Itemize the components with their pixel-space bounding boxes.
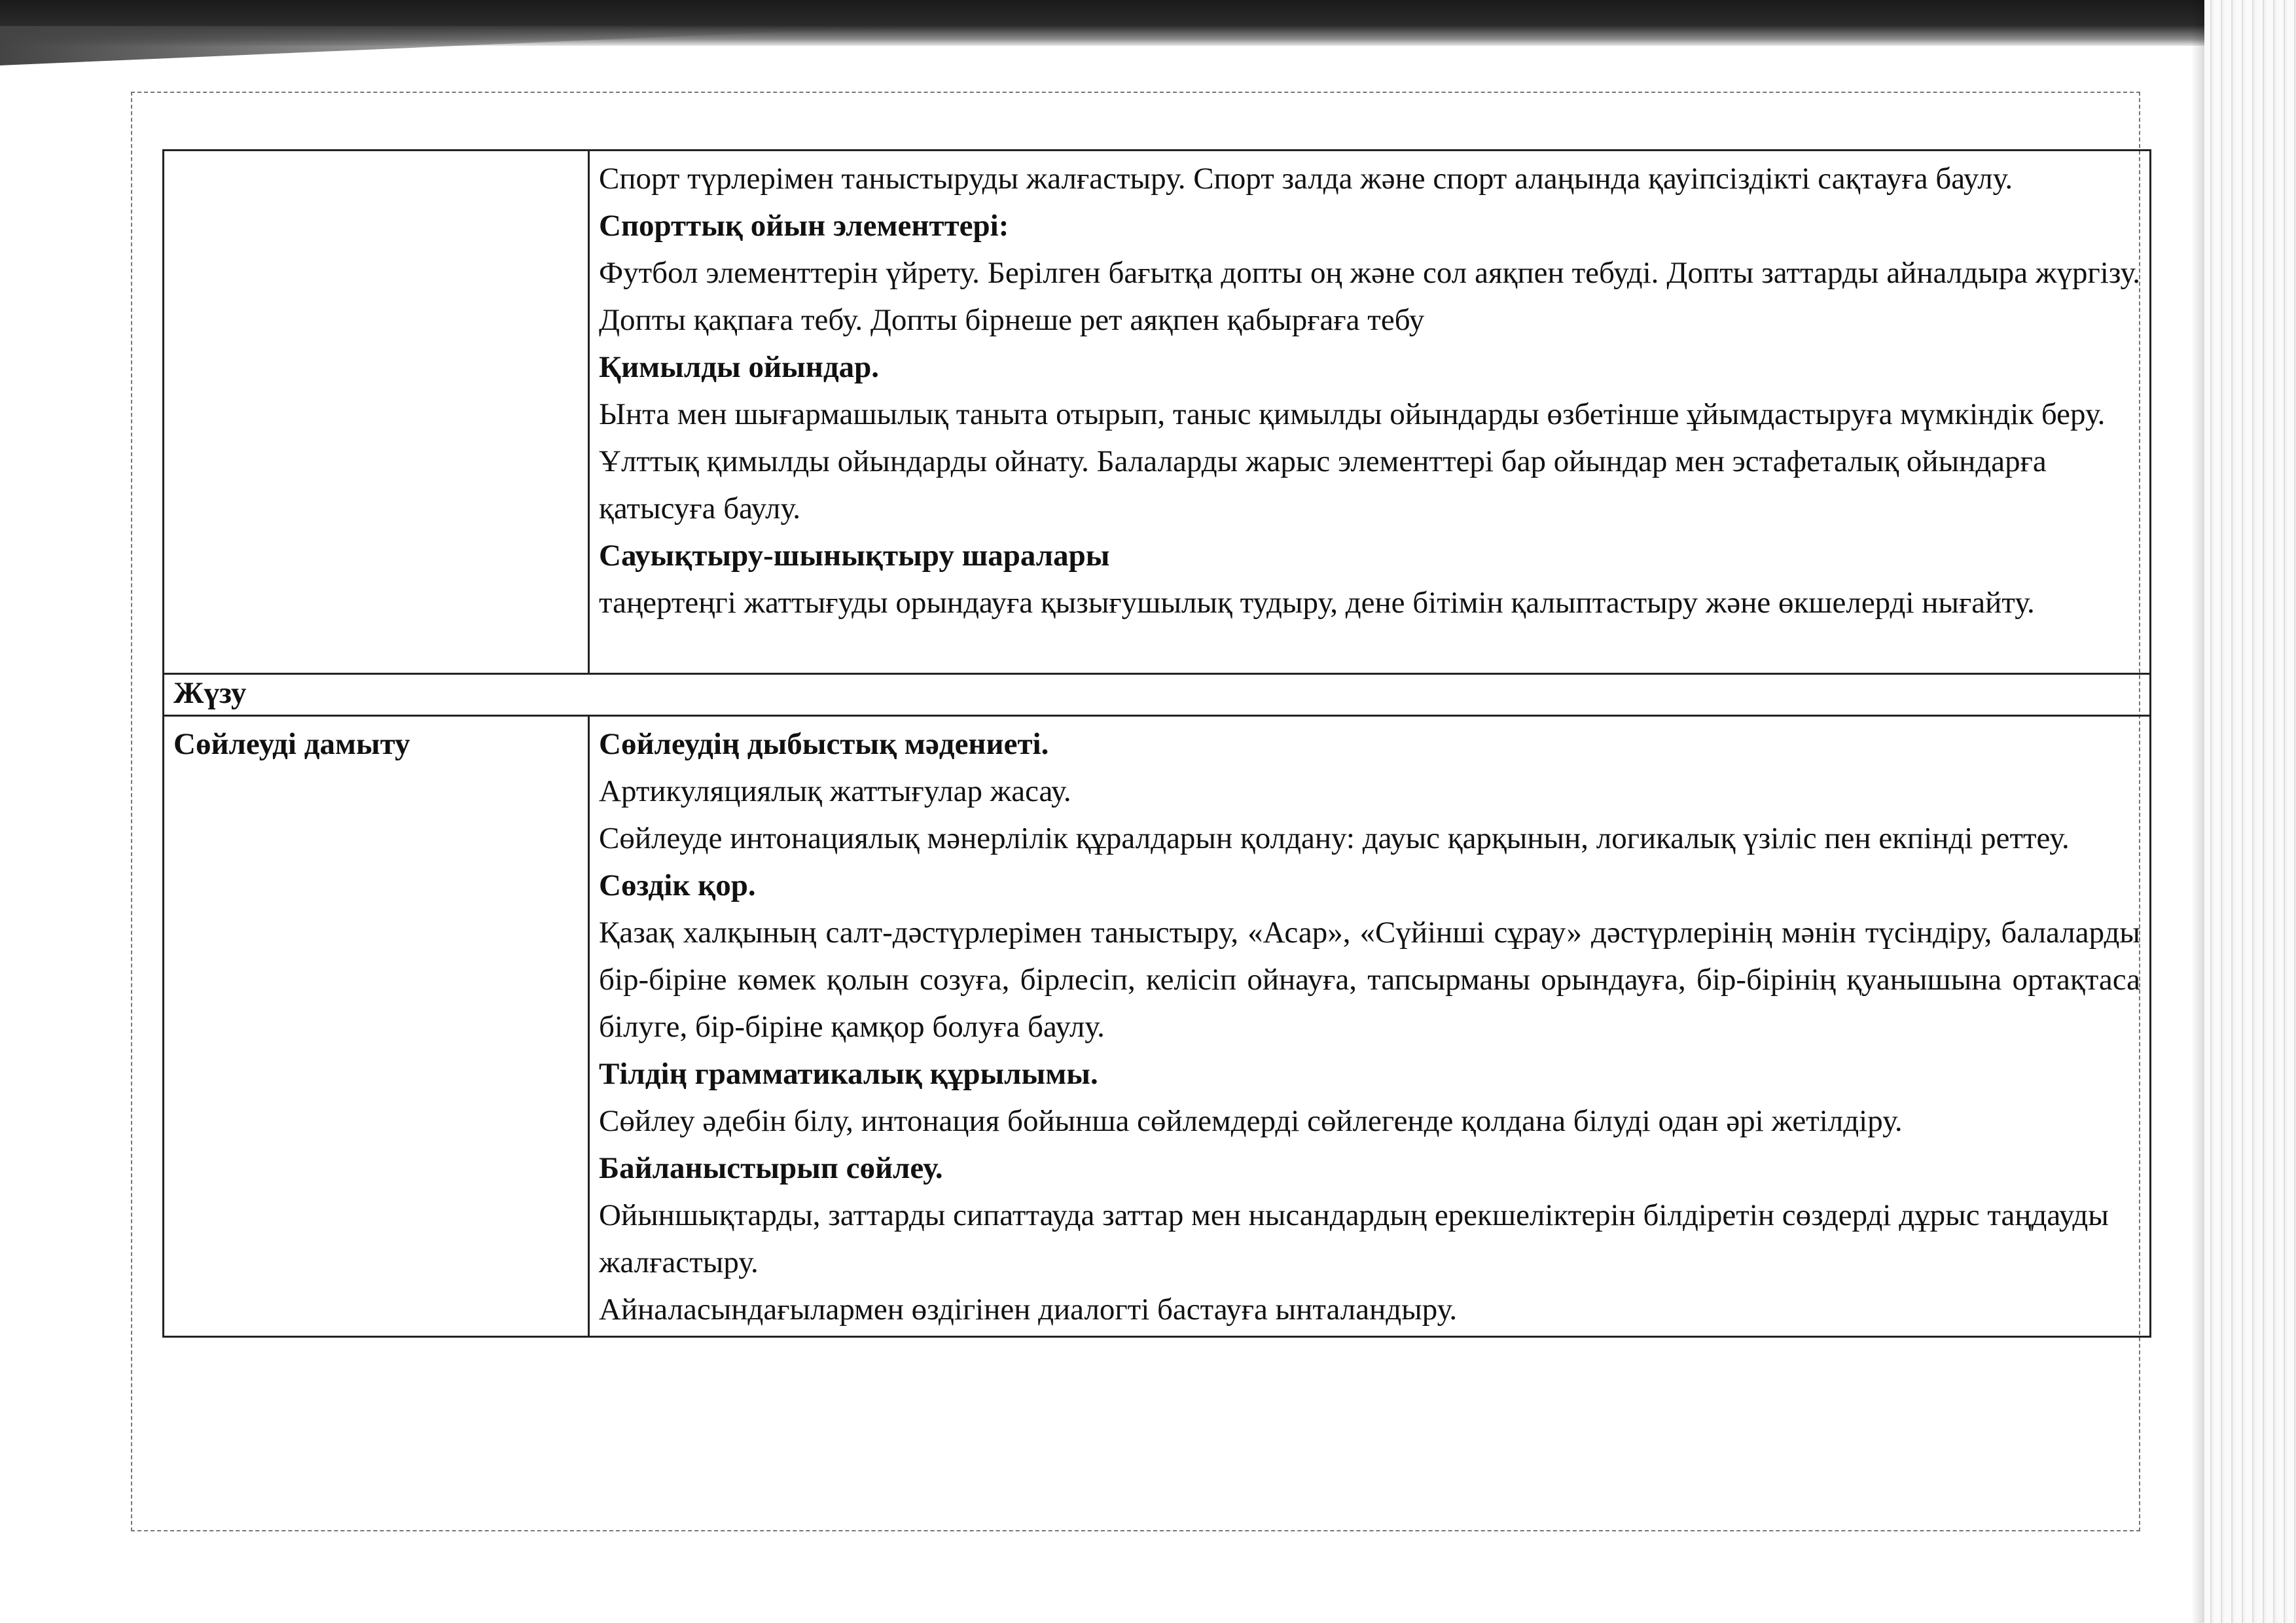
table-row <box>164 151 2151 674</box>
section-heading: Сөздік қор. <box>599 868 756 902</box>
paragraph: Сөйлеуде интонациялық мәнерлілік құралдарын қолдану: дауыс қарқынын, логикалық үзіліс пен екпінді реттеу. <box>599 821 2070 855</box>
section-heading: Қимылды ойындар. <box>599 350 879 384</box>
curriculum-table <box>162 149 2151 1338</box>
paragraph: Ынта мен шығармашылық таныта отырып, таныс қимылды ойындарды өзбетінше ұйымдастыруға мүмкіндік беру. Ұлттық қимылды ойындарды ойнату. Балаларды жарыс элементтері бар ойындар мен эстафеталық ойындарға қатысуға баулу. <box>599 397 2106 526</box>
page-stack-edges <box>2204 0 2296 1623</box>
row-content <box>589 151 2151 674</box>
section-heading: Байланыстырып сөйлеу. <box>599 1151 943 1185</box>
section-heading: Сөйлеудің дыбыстық мәдениеті. <box>599 727 1049 761</box>
row-label: Сөйлеуді дамыту <box>164 716 589 1337</box>
section-heading: Сауықтыру-шынықтыру шаралары <box>599 539 1110 573</box>
paragraph: Қазақ халқының салт-дәстүрлерімен таныстыру, «Асар», «Сүйінші сұрау» дәстүрлерінің мәнін түсіндіру, балаларды бір-біріне көмек қолын созуға, бірлесіп, келісіп ойнауға, тапсырманы орындауға, бір-бірінің қуанышына ортақтаса білуге, бір-біріне қамқор болуға баулу. <box>599 916 2140 1044</box>
paragraph: Сөйлеу әдебін білу, интонация бойынша сөйлемдерді сөйлегенде қолдана білуді одан әрі жетілдіру. <box>599 1104 1903 1138</box>
section-heading: Спорттық ойын элементтері: <box>599 209 1009 243</box>
row-label <box>164 151 589 674</box>
table-row <box>164 716 2151 1337</box>
paragraph: Футбол элементтерін үйрету. Берілген бағытқа допты оң және сол аяқпен тебуді. Допты заттарды айналдыра жүргізу. Допты қақпаға тебу. Допты бірнеше рет аяқпен қабырғаға тебу <box>599 256 2140 337</box>
paragraph: Артикуляциялық жаттығулар жасау. <box>599 774 1071 808</box>
paragraph: таңертеңгі жаттығуды орындауға қызығушылық тудыру, дене бітімін қалыптастыру және өкшелерді нығайту. <box>599 586 2035 620</box>
paragraph: Спорт түрлерімен таныстыруды жалғастыру. Спорт залда және спорт алаңында қауіпсіздікті сақтауға баулу. <box>599 162 2013 196</box>
paragraph: Айналасындағылармен өздігінен диалогті бастауға ынталандыру. <box>599 1293 1458 1327</box>
section-heading: Тілдің грамматикалық құрылымы. <box>599 1057 1098 1091</box>
scanner-shadow <box>0 0 2296 46</box>
paragraph: Ойыншықтарды, заттарды сипаттауда заттар мен нысандардың ерекшеліктерін білдіретін сөздерді дұрыс таңдауды жалғастыру. <box>599 1198 2109 1279</box>
row-label: Жүзу <box>164 674 2151 716</box>
row-content <box>589 716 2151 1337</box>
table-row <box>164 674 2151 716</box>
